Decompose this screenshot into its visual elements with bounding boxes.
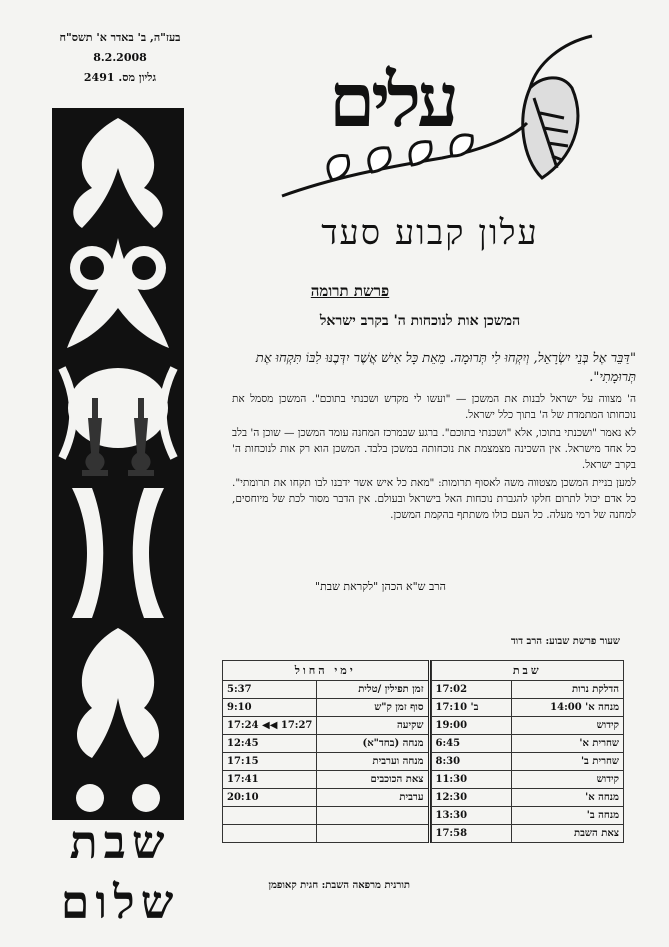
weekday-event-name: זמן תפילין /טלית: [317, 681, 429, 699]
shabbat-word: שבת: [69, 815, 171, 869]
logo-subtitle: עלון קבוע סעד: [321, 213, 539, 253]
table-row: [223, 807, 624, 825]
weekday-event-time: [223, 825, 317, 843]
weekday-event-name: צאת הכוכבים: [317, 771, 429, 789]
table-body: [223, 681, 624, 843]
table-row: [223, 699, 624, 717]
table-row: [223, 717, 624, 735]
table-row: [223, 681, 624, 699]
weekday-event-name: [317, 825, 429, 843]
paragraph: למען בניית המשכן מצטווה משה לאסוף תרומות: "מאת כל איש אשר ידבנו לבו תקחו את תרומתי". כל אדם יכול לתרום חלקו להגברת נוכחות האל בישראל ובעולם. אין הדבר מסור לכת של מיוחסים, למחנה של רמי מעלה. כל העם כולו משתתף בהקמת המשכן.: [232, 477, 636, 521]
shabbat-event-time: 12:30: [431, 789, 512, 807]
weekday-event-time: 17:24 ◀◀ 17:27: [223, 717, 317, 735]
weekday-column-header: ימי החול: [223, 661, 430, 681]
table-row: [223, 753, 624, 771]
shabbat-event-name: צאת השבת: [512, 825, 624, 843]
issue-number: גליון מס. 2491: [83, 71, 157, 84]
shiur-note: שעור פרשת שבוע: הרב דוד: [510, 636, 620, 647]
paragraph: לא נאמר "ושכנתי בתוכו, אלא "ושכנתי בתוכם". ברגע שבמרכז המחנה עומד המשכן — שוכן ה' בלב כל אחד מישראל. אין השכינה מצמצמת את נוכחותה במשכן בלבד. המשכן הוא רק אות לנוכחות ה' בקרב ישראל.: [232, 427, 636, 471]
column-divider: [429, 807, 431, 825]
column-divider: [429, 825, 431, 843]
paragraph: ה' מצווה על ישראל לבנות את המשכן — "ועשו לי מקדש ושכנתי בתוכם". המשכן מסמל את נוכחותו המתמדת של ה' בתוך כלל ישראל.: [232, 393, 636, 421]
table-row: [223, 735, 624, 753]
weekday-event-time: 5:37: [223, 681, 317, 699]
shabbat-event-name: מנחה ב': [512, 807, 624, 825]
prayer-times-table: [222, 660, 624, 843]
shabbat-event-name: שחרית ב': [512, 753, 624, 771]
article-signature: הרב ש"א הכהן "לקראת שבת": [315, 580, 446, 593]
article-headline: המשכן אות לנוכחות ה' בקרב ישראל: [319, 313, 521, 329]
weekday-event-time: 17:41: [223, 771, 317, 789]
logo-title: עלים: [328, 58, 456, 144]
shabbat-event-name: מנחה א': [512, 789, 624, 807]
shabbat-event-time: 6:45: [431, 735, 512, 753]
table-header-row: [223, 661, 624, 681]
shalom-word: שלום: [60, 875, 180, 929]
shabbat-event-time: 8:30: [431, 753, 512, 771]
weekday-event-time: 17:15: [223, 753, 317, 771]
column-divider: [429, 681, 431, 699]
weekday-event-name: מנחה (בחד"א): [317, 735, 429, 753]
shabbat-event-time: 17:58: [431, 825, 512, 843]
shabbat-event-name: קידוש: [512, 717, 624, 735]
weekday-event-time: 20:10: [223, 789, 317, 807]
column-divider: [429, 789, 431, 807]
weekday-event-time: 9:10: [223, 699, 317, 717]
weekday-event-name: סוף זמן ק"ש: [317, 699, 429, 717]
table-row: [223, 825, 624, 843]
shabbat-column-header: שבת: [431, 661, 623, 681]
weekday-event-time: 12:45: [223, 735, 317, 753]
shabbat-event-name: שחרית א': [512, 735, 624, 753]
duty-nurse-note: תורנית מרפאה השבת: חגית קאופמן: [268, 880, 410, 891]
article-body: [232, 391, 636, 525]
weekday-event-time: [223, 807, 317, 825]
table-row: [223, 789, 624, 807]
column-divider: [429, 735, 431, 753]
weekday-event-name: מנחה וערבית: [317, 753, 429, 771]
shabbat-event-time: 17:02: [431, 681, 512, 699]
date-block: [50, 28, 190, 88]
shabbat-event-time: 19:00: [431, 717, 512, 735]
hebrew-date: בעז"ה, ב' באדר א' תשס"ח: [59, 31, 181, 44]
shabbat-event-time: 13:30: [431, 807, 512, 825]
column-divider: [429, 753, 431, 771]
shabbat-event-name: הדלקת נרות: [512, 681, 624, 699]
shabbat-event-name: קידוש: [512, 771, 624, 789]
weekday-event-name: שקיעה: [317, 717, 429, 735]
column-divider: [429, 771, 431, 789]
shabbat-shalom: [40, 812, 200, 947]
column-divider: [429, 699, 431, 717]
table-row: [223, 771, 624, 789]
ornamental-border: [52, 108, 184, 820]
gregorian-date: 8.2.2008: [93, 51, 147, 64]
parasha-title: פרשת תרומה: [310, 282, 390, 300]
logo: [272, 28, 612, 208]
shabbat-event-time: ב' 17:10: [431, 699, 512, 717]
weekday-event-name: ערבית: [317, 789, 429, 807]
column-divider: [429, 661, 431, 681]
weekday-event-name: [317, 807, 429, 825]
column-divider: [429, 717, 431, 735]
shabbat-event-time: 11:30: [431, 771, 512, 789]
quoted-verse: "דַּבֵּר אֶל בְּנֵי יִשְׂרָאֵל, וְיִקְחוּ לִי תְּרוּמָה. מֵאֵת כָּל אִישׁ אֲשֶׁר יִדְּבֶנּוּ לִבּוֹ תִּקְחוּ אֶת תְּרוּמָתִי".: [255, 351, 636, 385]
shabbat-event-name: מנחה א' 14:00: [512, 699, 624, 717]
